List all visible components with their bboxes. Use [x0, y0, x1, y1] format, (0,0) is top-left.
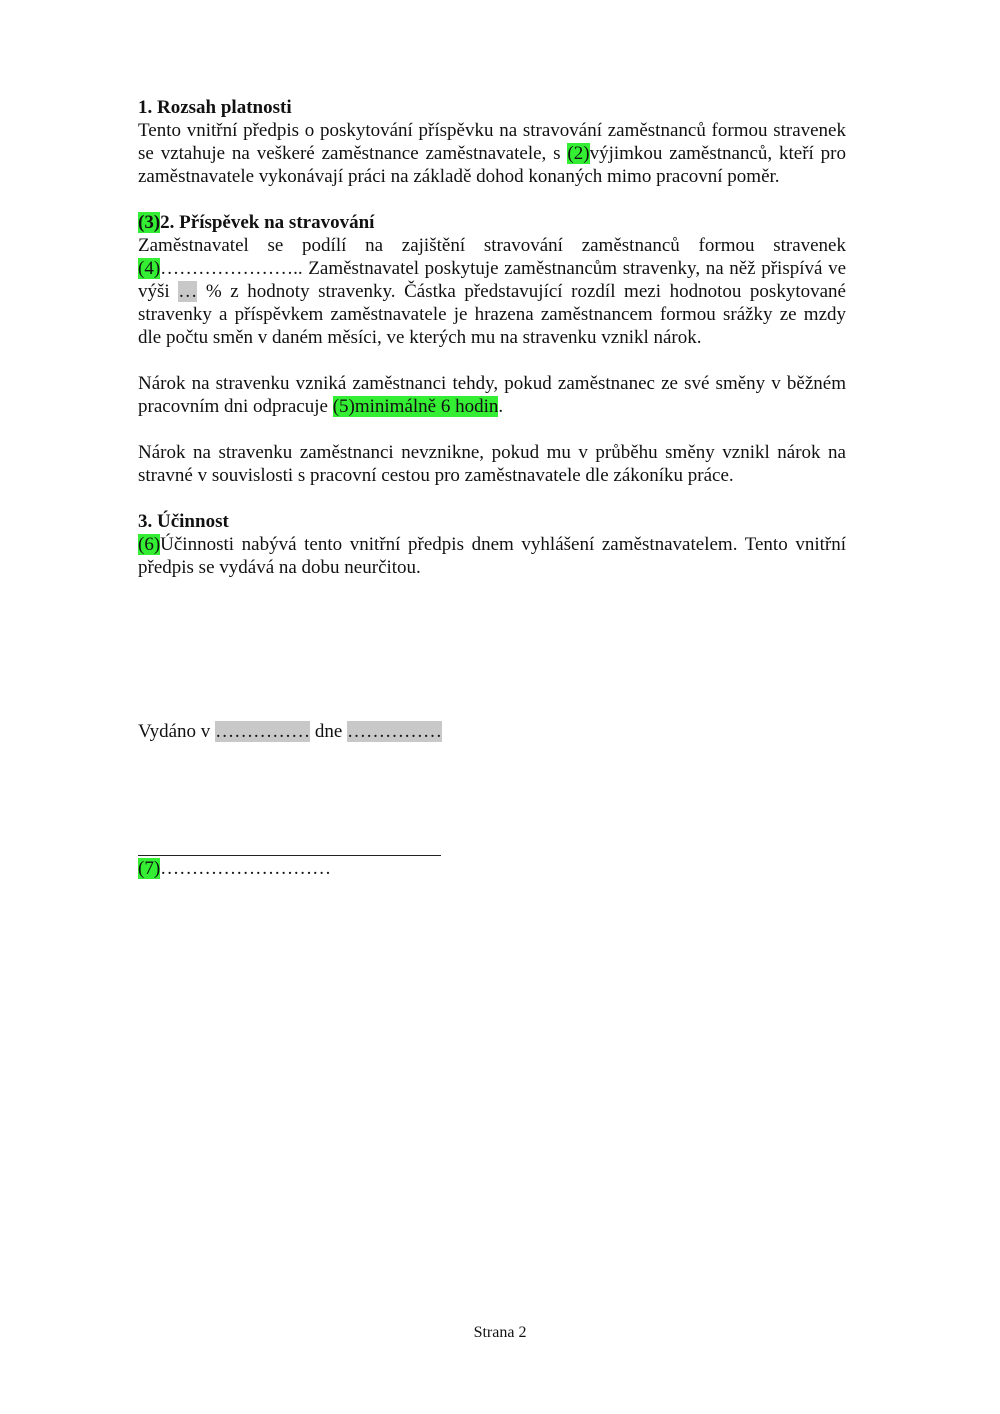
section-3-paragraph	[138, 533, 846, 579]
section-2-paragraph-2	[138, 372, 846, 418]
section-2-heading	[138, 211, 846, 234]
issued-line	[138, 720, 442, 743]
marker-3: (3)	[138, 212, 161, 233]
marker-6: (6)	[138, 534, 161, 555]
issued-label: Vydáno v	[138, 721, 216, 742]
section-2-paragraph-1	[138, 234, 846, 349]
marker-5: (5)minimálně 6 hodin	[332, 396, 499, 417]
section-1-text-a: Tento vnitřní předpis o poskytování příspěvku na stravování zaměstnanců formou stravenek se vztahuje na veškeré zaměstnance zaměstnavatele, s	[138, 120, 846, 164]
document-body	[138, 96, 846, 579]
date-blank-field[interactable]: ……………	[347, 721, 442, 742]
section-2-text-b: ………………….. Zaměstnavatel poskytuje zaměstnancům stravenky, na něž přispívá ve výši	[138, 258, 846, 302]
issued-date-label: dne	[310, 721, 347, 742]
marker-7: (7)	[138, 858, 161, 879]
signature-block	[138, 857, 331, 880]
section-3-text: Účinnosti nabývá tento vnitřní předpis dnem vyhlášení zaměstnavatelem. Tento vnitřní předpis se vydává na dobu neurčitou.	[138, 534, 846, 578]
page-number: Strana 2	[473, 1324, 527, 1341]
section-2-p2-text-b: .	[498, 396, 504, 417]
section-1-text-b: výjimkou zaměstnanců, kteří pro zaměstnavatele vykonávají práci na základě dohod konaných mimo pracovní poměr.	[138, 143, 846, 187]
signature-line	[138, 855, 441, 856]
section-1-paragraph	[138, 119, 846, 188]
place-blank-field[interactable]: ……………	[215, 721, 311, 742]
section-2-text-c: % z hodnoty stravenky. Částka představující rozdíl mezi hodnotou poskytované stravenky a příspěvkem zaměstnavatele je hrazena zaměstnancem formou srážky ze mzdy dle počtu směn v daném měsíci, ve kterých mu na stravenku vznikl nárok.	[138, 281, 846, 348]
section-3-heading: 3. Účinnost	[138, 511, 229, 532]
section-2-text-a: Zaměstnavatel se podílí na zajištění stravování zaměstnanců formou stravenek	[138, 235, 846, 256]
section-2-paragraph-3: Nárok na stravenku zaměstnanci nevznikne, pokud mu v průběhu směny vznikl nárok na stravné v souvislosti s pracovní cestou pro zaměstnavatele dle zákoníku práce.	[138, 442, 846, 486]
marker-2: (2)	[567, 143, 590, 164]
section-1-heading: 1. Rozsah platnosti	[138, 97, 292, 118]
section-2-p2-text-a: Nárok na stravenku vzniká zaměstnanci tehdy, pokud zaměstnanec ze své směny v běžném pracovním dni odpracuje	[138, 373, 846, 417]
marker-4: (4)	[138, 258, 161, 279]
percent-blank-field[interactable]: …	[178, 281, 198, 302]
section-2-heading-text: 2. Příspěvek na stravování	[160, 212, 375, 233]
signature-dots: ………………………	[160, 858, 332, 879]
